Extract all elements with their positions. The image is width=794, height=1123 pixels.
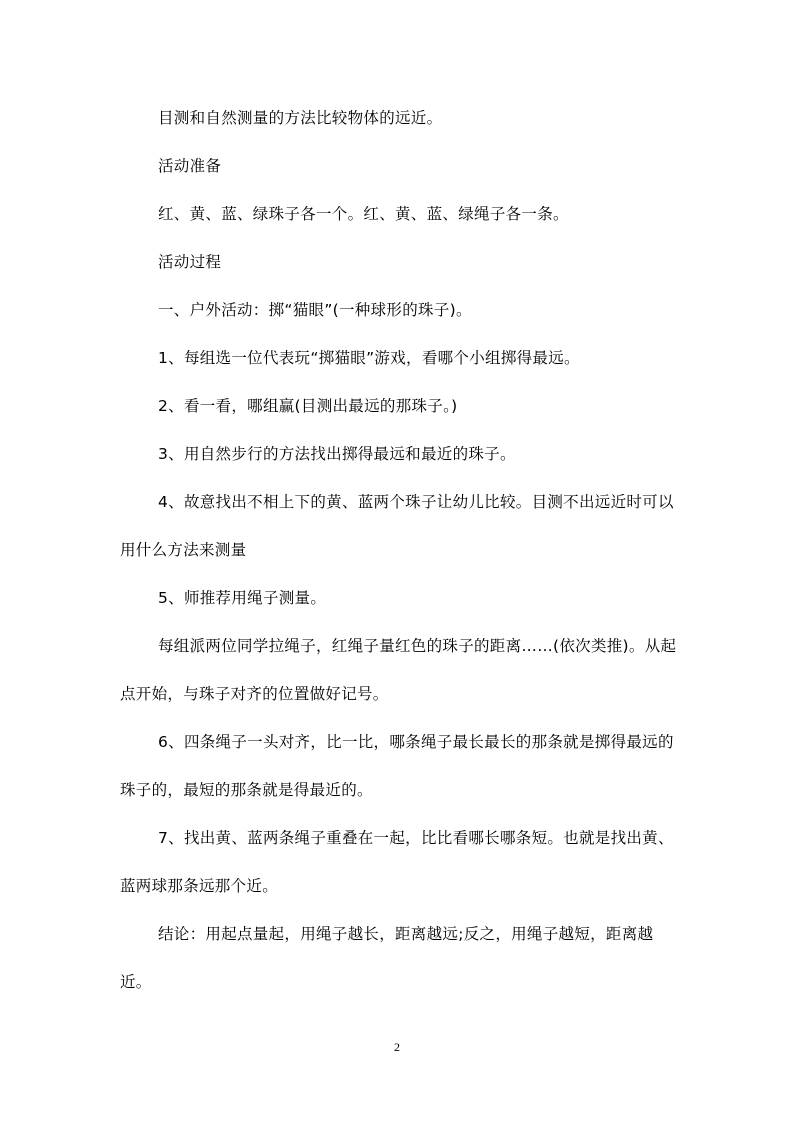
paragraph-step-1: 1、每组选一位代表玩“掷猫眼”游戏，看哪个小组掷得最远。 <box>158 349 580 367</box>
paragraph-materials: 红、黄、蓝、绿珠子各一个。红、黄、蓝、绿绳子各一条。 <box>158 205 569 223</box>
document-body <box>120 94 680 1006</box>
paragraph-objective: 目测和自然测量的方法比较物体的远近。 <box>158 109 443 127</box>
paragraph-conclusion: 结论：用起点量起，用绳子越长，距离越远;反之，用绳子越短，距离越近。 <box>120 925 654 991</box>
paragraph-rope-measure: 每组派两位同学拉绳子，红绳子量红色的珠子的距离……(依次类推)。从起点开始，与珠子对齐的位置做好记号。 <box>120 637 677 703</box>
paragraph-step-3: 3、用自然步行的方法找出掷得最远和最近的珠子。 <box>158 445 516 463</box>
page-number: 2 <box>394 1040 400 1054</box>
paragraph-step-5: 5、师推荐用绳子测量。 <box>158 589 327 607</box>
heading-activity-process: 活动过程 <box>158 253 222 271</box>
paragraph-step-2: 2、看一看，哪组赢(目测出最远的那珠子。) <box>158 397 458 415</box>
paragraph-step-4: 4、故意找出不相上下的黄、蓝两个珠子让幼儿比较。目测不出远近时可以用什么方法来测量 <box>120 493 674 559</box>
paragraph-outdoor-activity: 一、户外活动：掷“猫眼”(一种球形的珠子)。 <box>158 301 472 319</box>
paragraph-step-6: 6、四条绳子一头对齐，比一比，哪条绳子最长最长的那条就是掷得最远的珠子的，最短的那条就是得最近的。 <box>120 733 674 799</box>
paragraph-step-7: 7、找出黄、蓝两条绳子重叠在一起，比比看哪长哪条短。也就是找出黄、蓝两球那条远那个近。 <box>120 829 674 895</box>
heading-activity-preparation: 活动准备 <box>158 157 222 175</box>
